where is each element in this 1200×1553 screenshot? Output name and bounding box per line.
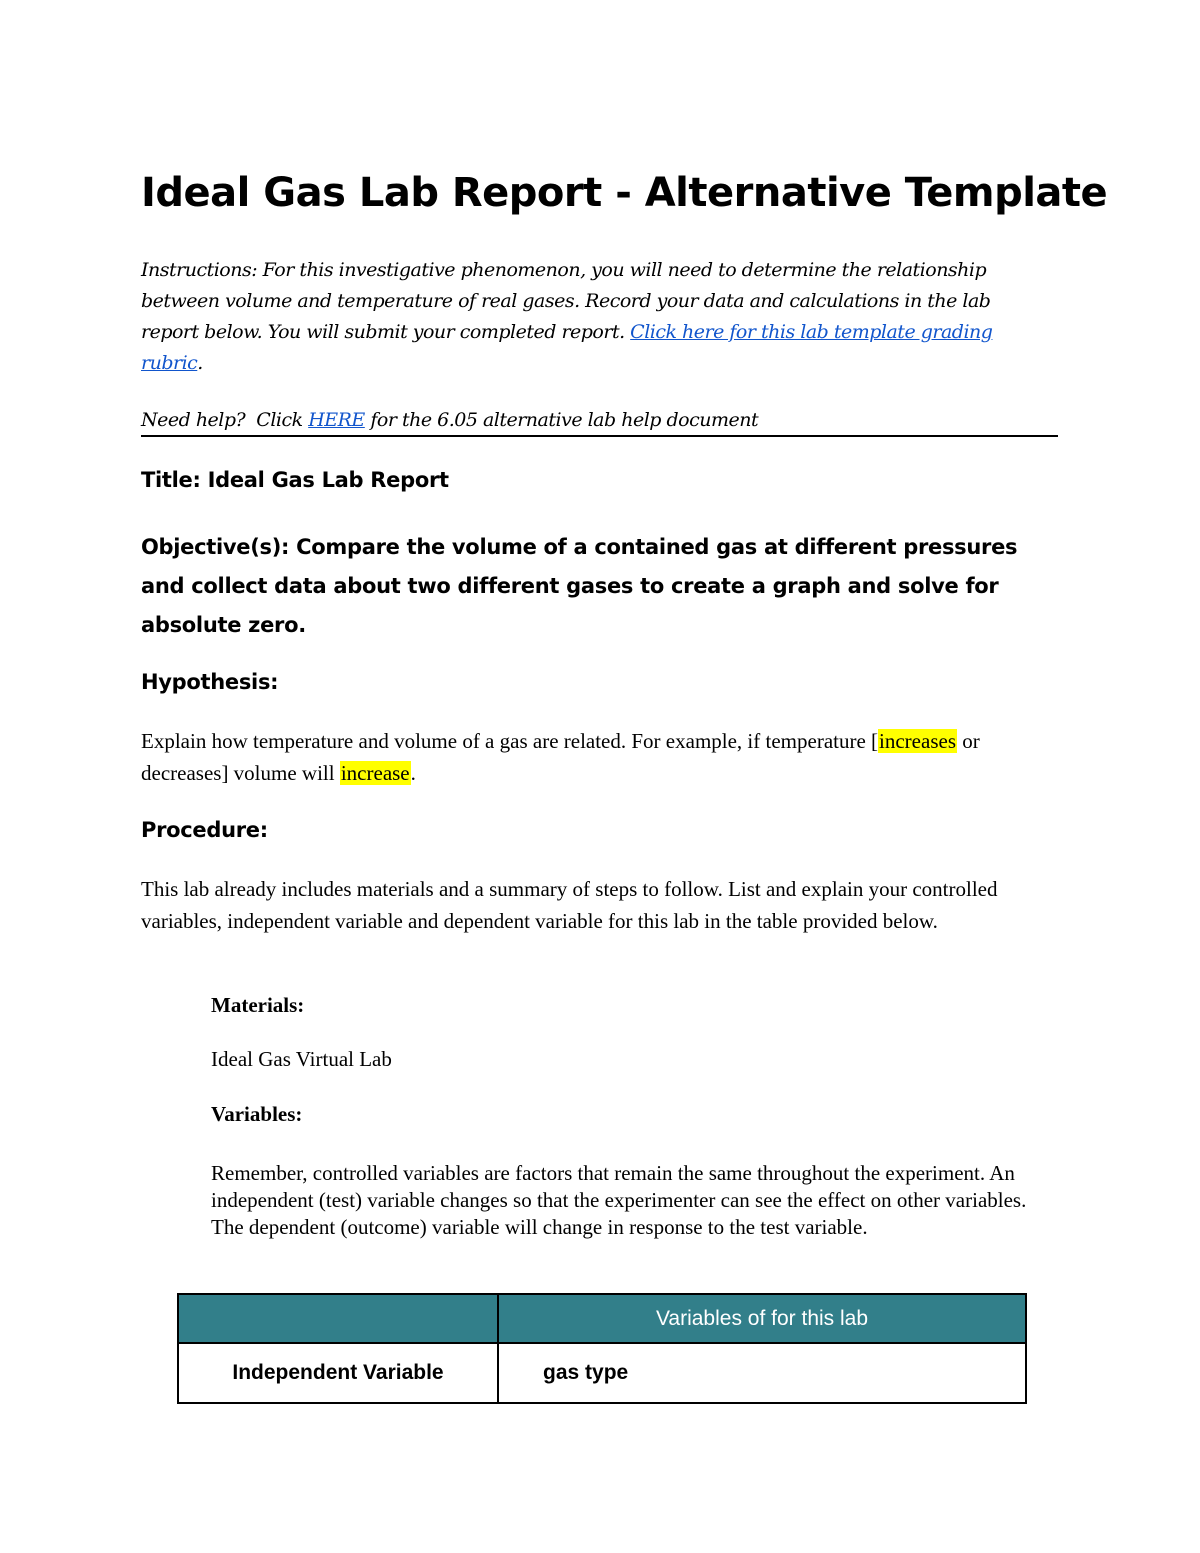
hypothesis-heading: Hypothesis: bbox=[141, 670, 279, 694]
procedure-text: This lab already includes materials and a summary of steps to follow. List and explain your controlled variables, independent variable and dependent variable for this lab in the table provided below. bbox=[141, 877, 998, 933]
materials-text: Ideal Gas Virtual Lab bbox=[211, 1047, 392, 1071]
variables-table bbox=[177, 1293, 1027, 1404]
materials-heading: Materials: bbox=[211, 993, 305, 1017]
procedure-heading: Procedure: bbox=[141, 818, 268, 842]
table-header-row bbox=[178, 1294, 1026, 1343]
document-title: Ideal Gas Lab Report - Alternative Template bbox=[141, 170, 1108, 216]
table-header-cell-empty bbox=[178, 1294, 498, 1343]
help-suffix: for the 6.05 alternative lab help document bbox=[364, 409, 759, 431]
table-header-cell-variables: Variables of for this lab bbox=[498, 1294, 1026, 1343]
hypothesis-part3: . bbox=[410, 761, 416, 785]
help-link[interactable]: HERE bbox=[308, 409, 365, 431]
instructions-end: . bbox=[197, 352, 203, 374]
table-row bbox=[178, 1343, 1026, 1403]
instructions-text: Instructions: For this investigative phenomenon, you will need to determine the relationship between volume and temperature of real gases. Record your data and calculations in the lab report below. You will submit your completed report. bbox=[141, 259, 991, 343]
hypothesis-text bbox=[141, 725, 1056, 789]
variables-text: Remember, controlled variables are factors that remain the same throughout the experiment. An independent (test) variable changes so that the experimenter can see the effect on other variables. The dependent (outcome) variable will change in response to the test variable. bbox=[211, 1161, 1027, 1239]
table-cell-value: gas type bbox=[498, 1343, 1026, 1403]
variables-heading: Variables: bbox=[211, 1102, 303, 1126]
instructions-paragraph bbox=[141, 255, 1046, 379]
hypothesis-part2: or decreases] volume will bbox=[141, 729, 980, 785]
hypothesis-part1: Explain how temperature and volume of a gas are related. For example, if temperature [ bbox=[141, 729, 879, 753]
objective-heading: Objective(s): Compare the volume of a contained gas at different pressures and collect data about two different gases to create a graph and solve for absolute zero. bbox=[141, 535, 1018, 637]
table-cell-label: Independent Variable bbox=[178, 1343, 498, 1403]
rubric-link[interactable]: Click here for this lab template grading rubric bbox=[141, 321, 993, 374]
report-title: Title: Ideal Gas Lab Report bbox=[141, 468, 449, 492]
help-line bbox=[141, 405, 1058, 437]
highlight-increases: increases bbox=[879, 729, 956, 753]
help-prefix: Need help? Click bbox=[141, 409, 309, 431]
highlight-increase: increase bbox=[340, 761, 410, 785]
